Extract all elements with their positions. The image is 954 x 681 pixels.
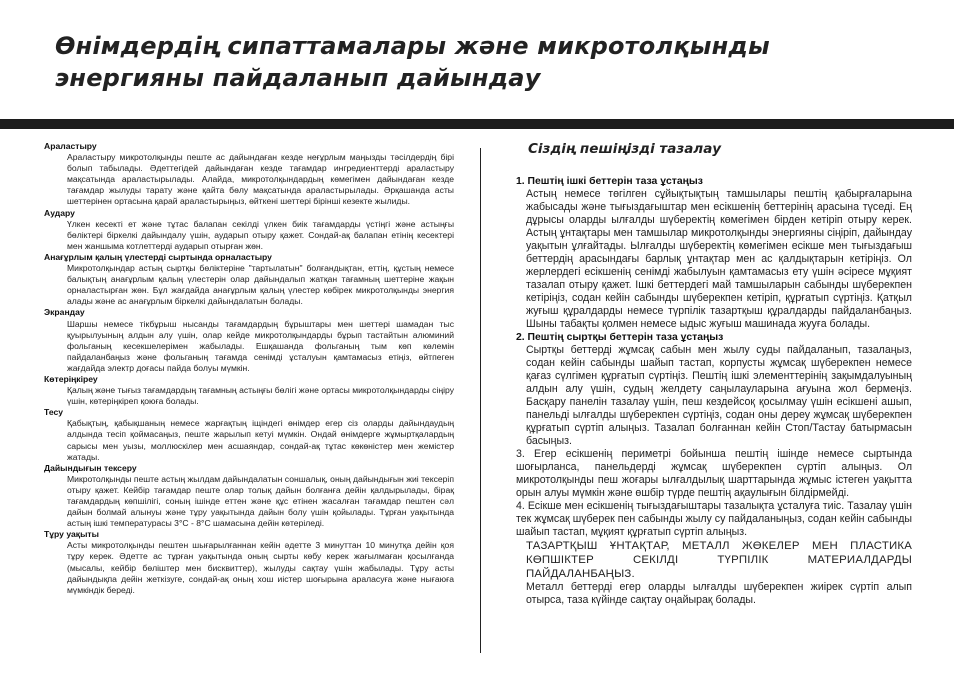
cleaning-item-4 xyxy=(516,500,912,607)
cleaning-item-1-body: Астың немесе төгілген сұйықтықтың тамшылары пештің қабырғаларына жабысады және тығыздағыштар мен есікшенің беттерінің арасына түседі. Ең дұрысы оларды ылғалды шүберектің көмегімен бірден кетіріп отыру керек. Астың ұнтақтары мен тамшылар микротолқынды энергияны сіңіріп, дайындау уақытын ұлғайтады. Ылғалды шүберектің көмегімен есікше мен тығыздағыш беттердің арасындағы барлық ұнтақтар мен ас қалдықтарын кетіріңіз. Ол жерлердегі есікшенің сенімді жабылуын қамтамасыз ету үшін әсіресе мұқият тазалап отыру қажет. Ішкі беттердегі май тамшыларын сабынды шүберекпен кетіріңіз, содан кейін сабынды шүберекпен кетіріп, құрғатып сүртіңіз. Қатқыл жуғыш құралдарды немесе түрпілік тазартқыш құралдарды пайдаланбаңыз. Шыны табақты қолмен немесе ыдыс жуғыш машинада жууға болады. xyxy=(526,188,912,330)
cleaning-item-1-heading: 1. Пештің ішкі беттерін таза ұстаңыз xyxy=(516,176,703,187)
cleaning-item-4-text: 4. Есікше мен есікшенің тығыздағыштары тазалықта ұсталуға тиіс. Тазалау үшін тек жұмсақ шүберек пен сабынды жылу су пайдаланыңыз, содан кейін сабынды шайып тастап, мұқият құрғатып сүртіп алыңыз. xyxy=(516,500,912,538)
title-line-1: Өнімдердің сипаттамалары және микротолқынды xyxy=(55,32,770,60)
section-heading-doneness: Дайындығын тексеру xyxy=(44,462,137,473)
cleaning-item-4-warning: ТАЗАРТҚЫШ ҰНТАҚТАР, МЕТАЛЛ ЖӨКЕЛЕР МЕН ПЛАСТИКА КӨПШІКТЕР СЕКІЛДІ ТҮРПІЛІК МАТЕРИАЛДАРДЫ ПАЙДАЛАНБАҢЫЗ. xyxy=(526,540,912,580)
section-heading-elevating: Көтеріңкіреу xyxy=(44,373,98,384)
section-heading-thick-parts: Анағұрлым қалың үлестерді сыртында орналастыру xyxy=(44,251,272,262)
section-heading-standing-time: Тұру уақыты xyxy=(44,529,99,540)
cleaning-item-2-body: Сыртқы беттерді жұмсақ сабын мен жылу суды пайдаланып, тазалаңыз, содан кейін сабынды шайып тастап, корпусты жұмсақ шүберекпен немесе қағаз сүлгімен құрғатып сүртіңіз. Пештің ішкі элементтерінің зақымдалуының алдын алу үшін, судың желдету саңылауларына ағуына жол бермеңіз. Басқару панелін тазалау үшін, пеш кездейсоқ қосылмау үшін есікшені ашып, панельді ылғалды шүберекпен сүртіңіз, содан оны дереу жұмсақ шүберекпен құрғатып сүртіп алыңыз. Тазалап болғаннан кейін Стоп/Тастау батырмасын басыңыз. xyxy=(526,344,912,447)
section-body-turning: Үлкен кесекті ет және тұтас балапан секілді үлкен биік тағамдарды үстіңгі және астыңғы бөліктері біркелкі дайындалу үшін, аударып отыру қажет. Сондай-ақ балапан етінің кесектері мен жаншыма котлеттерді аударып отырған жөн. xyxy=(67,218,454,251)
title-line-2: энергияны пайдаланып дайындау xyxy=(55,64,541,92)
section-heading-mixing: Араластыру xyxy=(44,141,97,151)
right-column xyxy=(516,140,912,607)
cleaning-heading: Сіздің пешіңізді тазалау xyxy=(528,141,722,157)
section-body-standing-time: Асты микротолқынды пештен шығарылғаннан кейін әдетте 3 минуттан 10 минутқа дейін қоя тұру керек. Әдетте ас тұрған уақытында оның сырты көбу керек жағылмаған қосылғанда (мысалы, кейбір бөліштер мен бисквиттер), жылуды сақтау үшін жабылады. Тұру асты дайындықпа дейін жеткізуге, сондай-ақ оның хош иістер шоғырына араласуға және нығаюға мүмкіндік береді. xyxy=(67,540,454,595)
section-body-mixing: Араластыру микротолқынды пеште ас дайындаған кезде неғұрлым маңызды тәсілдердің бірі болып табылады. Әдеттегідей дайындаған кезде тағамдар ингредиенттерді араластыру мақсатында араластырылады. Алайда, микротолқындардың көмегімен дайындаған кезде тағамдар жылуды тарату және қайта бөлу мақсатында араластырылады. Әрқашанда асты шеттерінен ортасына қарай араластырыңыз, өйткені шеттері бірінші кезекте жылиды. xyxy=(67,152,454,207)
section-body-elevating: Қалың және тығыз тағамдардың тағамның астыңғы бөлігі және ортасы микротолқындарды сіңіру үшін, көтеріңкіреп қоюға болады. xyxy=(67,385,454,407)
cleaning-item-2 xyxy=(516,331,912,448)
title-rule xyxy=(0,119,954,129)
cleaning-item-3-text: 3. Егер есікшенің периметрі бойынша пештің ішінде немесе сыртында шоғырланса, панельдерді жұмсақ шүберекпен сүртіп алыңыз. Ол микротолқынды пеш жоғары ылғалдылық шарттарында жұмыс істеген уақытта орын алуы мүмкін және өшбір түрде пештің ақаулығын білдірмейді. xyxy=(516,448,912,499)
cleaning-item-1 xyxy=(516,175,912,331)
section-body-piercing: Қабықтың, қабықшаның немесе жарғақтың іщіндегі өнімдер егер сіз оларды дайындаудың алдында тесіп қоймасаңыз, пеште жарылып кетуі мүмкін. Ондай өнімдерге жұмыртқалардың сарысы мен уызы, моллюскілер мен асшаяндар, сондай-ақ тұтас көкөністер мен жемістер жатады. xyxy=(67,418,454,462)
section-heading-piercing: Тесу xyxy=(44,407,64,418)
section-body-thick-parts: Микротолқындар астың сыртқы бөліктеріне "тартылатын" болғандықтан, еттің, құстың немесе балықтың анағұрлым қалың үлестерін олар дайындалып жатқан тағамның шеттеріне жақын орналастырған жөн. Бұл жағдайда анағұрлым қалың үлестер көбірек микротолқынды энергия алады және ас анағұрлым біркелкі дайындалатын болады. xyxy=(67,263,454,307)
cleaning-item-4-tail: Металл беттерді егер оларды ылғалды шүберекпен жиірек сүртіп алып отырса, таза күйінде сақтау оңайырақ болады. xyxy=(526,581,912,606)
section-heading-turning: Аудару xyxy=(44,207,75,218)
page-title xyxy=(55,30,925,94)
left-column xyxy=(44,141,454,596)
column-divider xyxy=(480,148,481,653)
cleaning-item-2-heading: 2. Пештің сыртқы беттерін таза ұстаңыз xyxy=(516,332,724,343)
section-body-shielding: Шаршы немесе тікбұрыш нысанды тағамдардың бұрыштары мен шеттері шамадан тыс қуырылуының алдын алу үшін, олар кейде микротолқындарды бұрып тастайтын алюминий фольганың кесекшелерімен жабылады. Ешқашанда фольганың тым көп көлемін пайдаланбаңыз және фольганың тағамда сенімді ұсталуын қамтамасыз етіңіз, өйтпеген жағдайда электр доғасы пайда болуы мүмкін. xyxy=(67,318,454,373)
cleaning-item-3 xyxy=(516,448,912,500)
section-body-doneness: Микротолқынды пеште астың жылдам дайындалатын соншалық, оның дайындығын жиі тексеріп отыру қажет. Кейбір тағамдар пеште олар толық дайын болғанға дейін қалдырылады, бірақ тағамдардың көпшілігі, соның ішінде еттен және құс етінен жасалған тағамдар пештен сәл дайын болмай алынуы және тұру уақытында дайын болу үшін қойылады. Тұрған уақытында астың ішкі температурасы 3°С - 8°С шамасына дейін көтеріледі. xyxy=(67,473,454,529)
section-heading-shielding: Экрандау xyxy=(44,307,85,318)
